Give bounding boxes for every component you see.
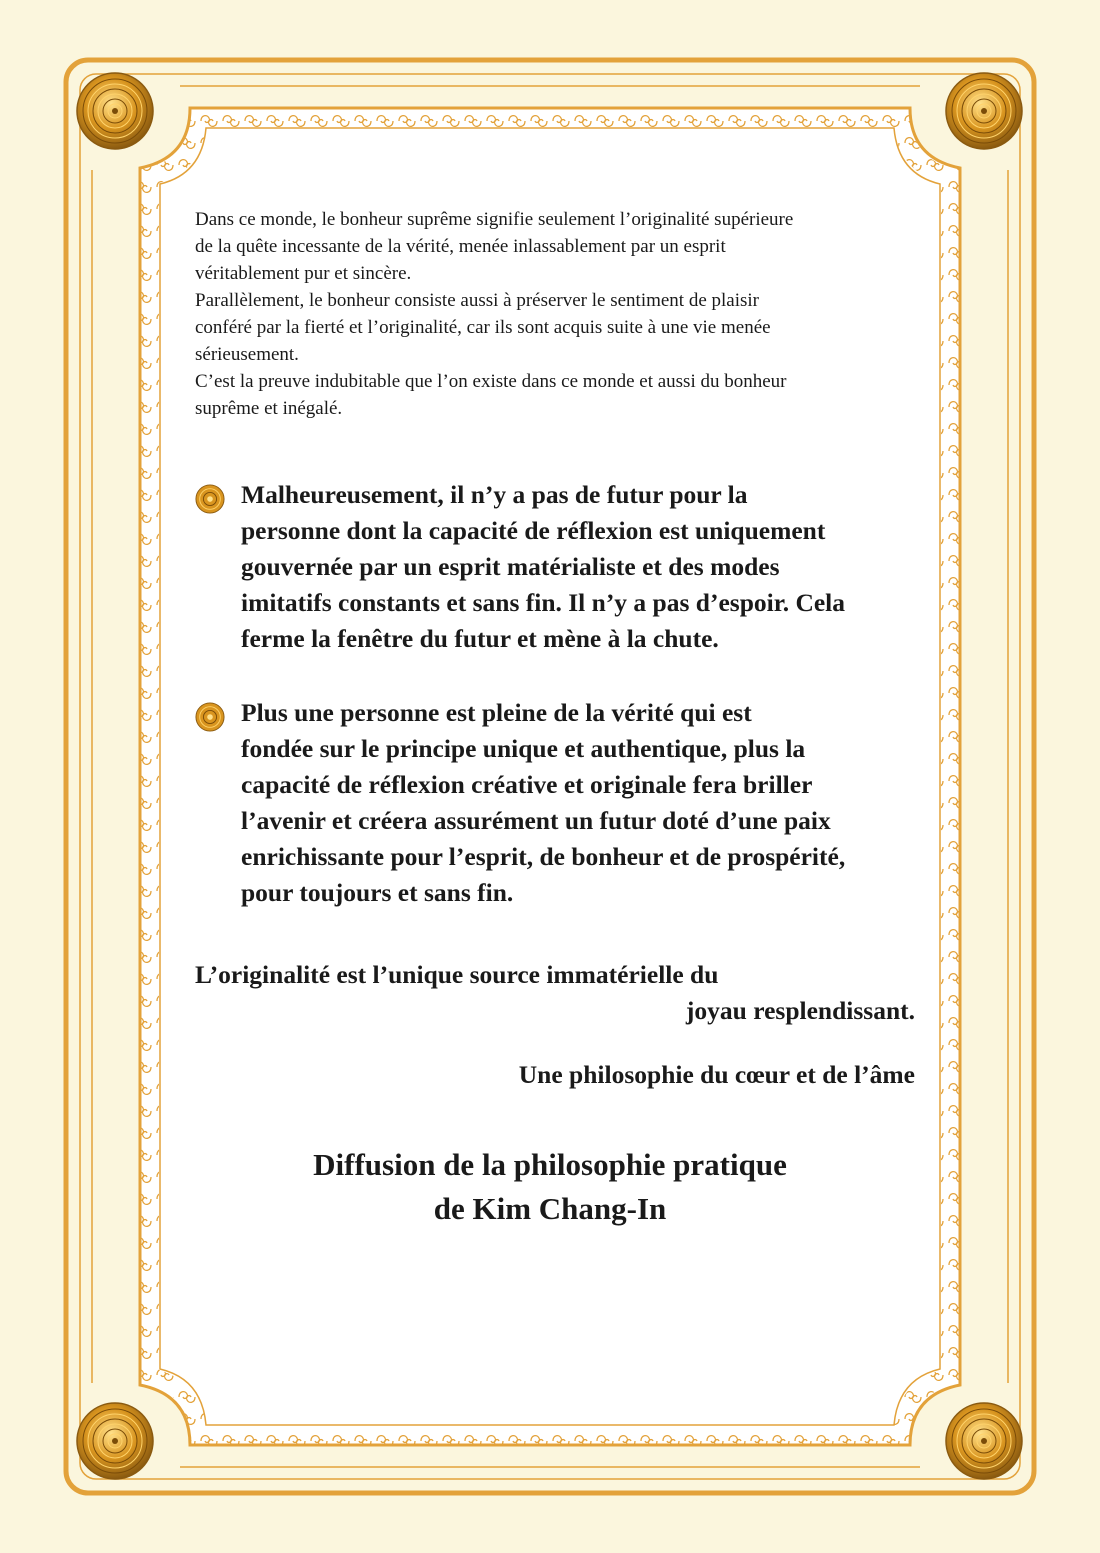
gold-concentric-disc-icon: [946, 73, 1022, 149]
bullet-list: [195, 477, 915, 911]
intro-line: sérieusement.: [195, 344, 299, 365]
bullet-line: enrichissante pour l’esprit, de bonheur et de prospérité,: [241, 842, 846, 871]
intro-line: Parallèlement, le bonheur consiste aussi à préserver le sentiment de plaisir: [195, 290, 760, 311]
bullet-line: Plus une personne est pleine de la vérité qui est: [241, 698, 752, 727]
gold-coin-icon: [195, 484, 225, 514]
closing-title-line: Diffusion de la philosophie pratique: [313, 1147, 787, 1182]
closing-title: [195, 1143, 915, 1231]
gold-concentric-disc-icon: [77, 1403, 153, 1479]
content-area: [195, 206, 915, 1231]
intro-line: C’est la preuve indubitable que l’on existe dans ce monde et aussi du bonheur: [195, 371, 787, 392]
intro-paragraph: [195, 206, 915, 422]
intro-line: suprême et inégalé.: [195, 398, 343, 419]
signature: Une philosophie du cœur et de l’âme: [518, 1060, 915, 1089]
gold-coin-icon: [195, 702, 225, 732]
bullet-line: Malheureusement, il n’y a pas de futur pour la: [241, 480, 748, 509]
gold-concentric-disc-icon: [946, 1403, 1022, 1479]
intro-line: Dans ce monde, le bonheur suprême signifie seulement l’originalité supérieure: [195, 209, 794, 230]
bullet-line: imitatifs constants et sans fin. Il n’y a pas d’espoir. Cela: [241, 588, 846, 617]
bullet-line: l’avenir et créera assurément un futur doté d’une paix: [241, 806, 831, 835]
intro-line: conféré par la fierté et l’originalité, car ils sont acquis suite à une vie menée: [195, 317, 771, 338]
quote-line-1: L’originalité est l’unique source immatérielle du: [195, 960, 719, 989]
bullet-line: pour toujours et sans fin.: [241, 878, 514, 907]
bullet-item: [195, 695, 915, 911]
intro-line: véritablement pur et sincère.: [195, 263, 412, 284]
bullet-line: fondée sur le principe unique et authentique, plus la: [241, 734, 806, 763]
closing-title-line: de Kim Chang-In: [433, 1191, 667, 1226]
gold-concentric-disc-icon: [77, 73, 153, 149]
intro-line: de la quête incessante de la vérité, menée inlassablement par un esprit: [195, 236, 726, 257]
bullet-line: ferme la fenêtre du futur et mène à la chute.: [241, 624, 719, 653]
bullet-item: [195, 477, 915, 657]
quote-line-2: joyau resplendissant.: [685, 996, 915, 1025]
bullet-line: personne dont la capacité de réflexion est uniquement: [241, 516, 826, 545]
bullet-line: capacité de réflexion créative et originale fera briller: [241, 770, 813, 799]
bullet-line: gouvernée par un esprit matérialiste et des modes: [241, 552, 780, 581]
